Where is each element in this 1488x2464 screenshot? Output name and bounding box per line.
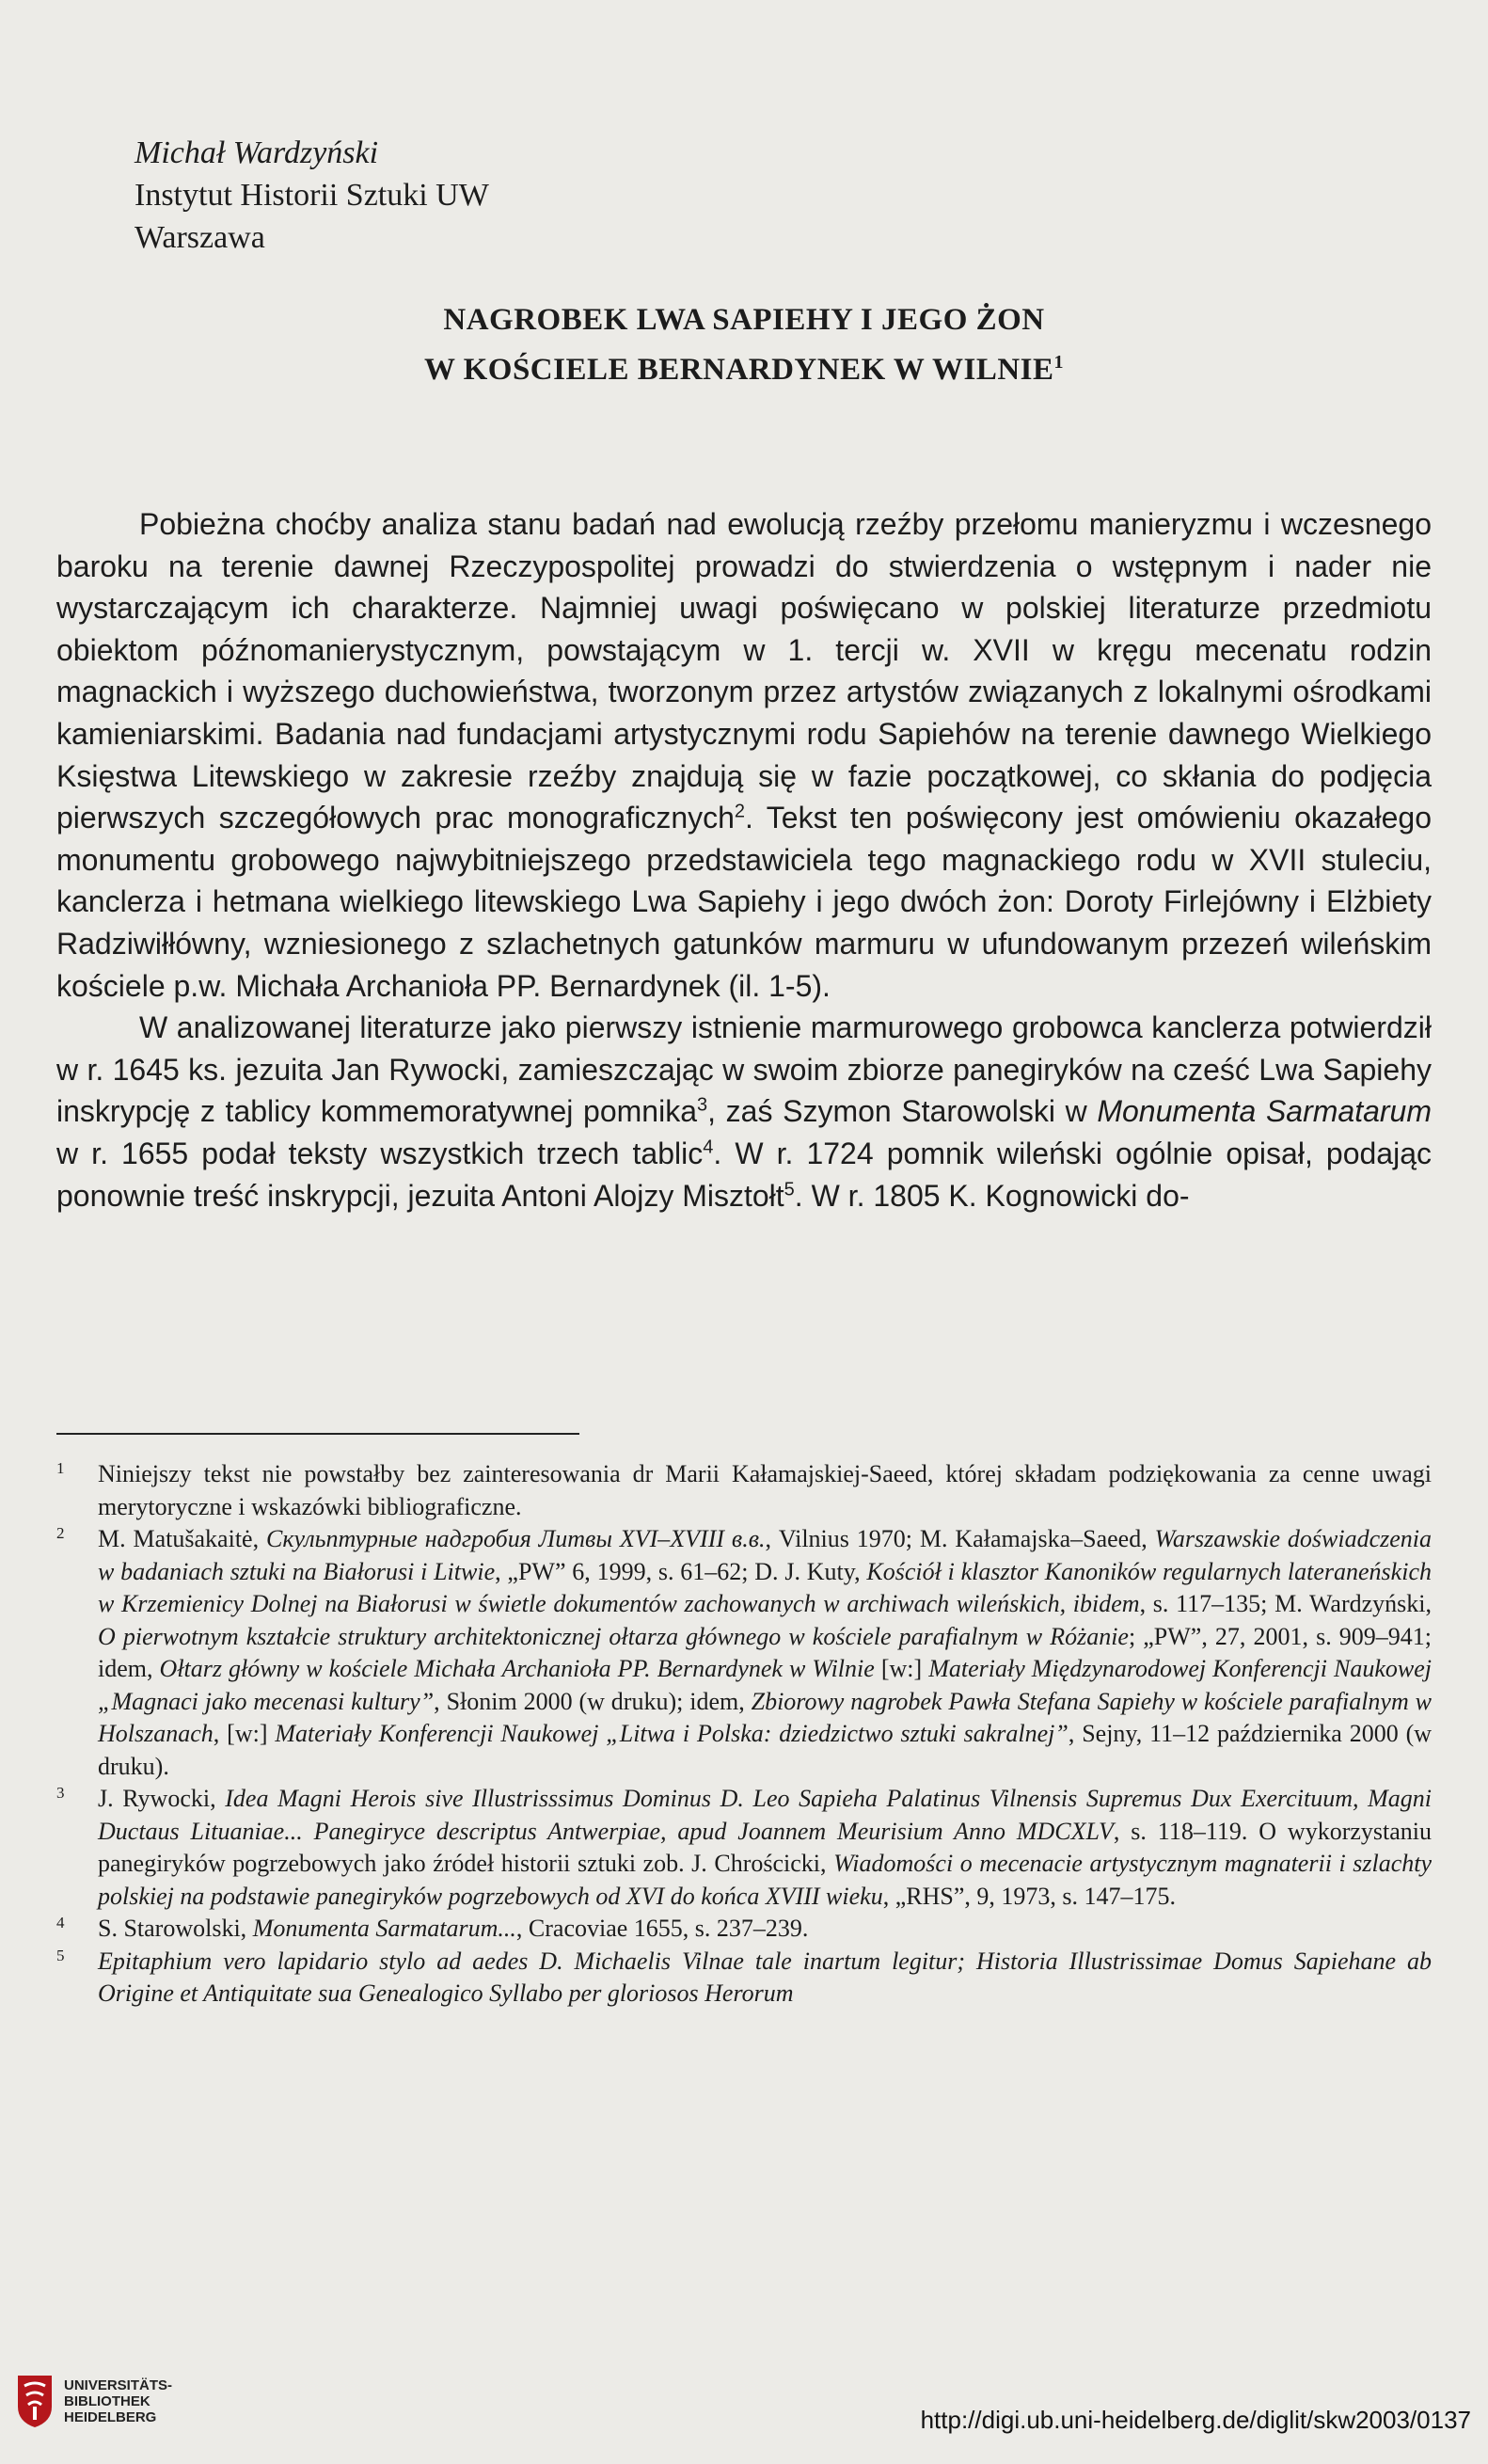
heidelberg-shield-icon: [15, 2373, 55, 2429]
footnote-text: , „PW” 6, 1999, s. 61–62; D. J. Kuty,: [495, 1557, 867, 1585]
paragraph-1: [56, 503, 1432, 1007]
footnote-text: , Vilnius 1970; M. Kałamajska–Saeed,: [765, 1525, 1155, 1552]
footnote-italic: Idea Magni Herois sive Illustrisssimus Dominus D. Leo Sapieha Palatinus Vilnensis Supremus Dux Exercituum, Magni Ductaus Lituaniae... Panegiryce descriptus Antwerpiae, apud Joannem Meurisium Anno MDCXLV: [98, 1785, 1432, 1845]
footnote-italic: O pierwotnym kształcie struktury architektonicznej ołtarza głównego w kościele parafialnym w Różanie: [98, 1622, 1129, 1650]
paragraph-2: [56, 1007, 1432, 1216]
footnote-ref-5: 5: [784, 1178, 795, 1200]
body-text: [56, 503, 1432, 1216]
footnote-1: [56, 1458, 1432, 1523]
footnote-3: [56, 1783, 1432, 1913]
title-line-2-text: W KOŚCIELE BERNARDYNEK W WILNIE: [423, 353, 1054, 387]
footnote-italic: Materiały Międzynarodowej Konferencji Naukowej „Magnaci jako mecenasi kultury”: [98, 1655, 1432, 1715]
footnote-text: ; „PW”, 27, 2001, s. 909–941; idem,: [98, 1622, 1432, 1682]
title-footnote-ref: 1: [1053, 352, 1065, 373]
footnote-number: 1: [56, 1459, 65, 1477]
permalink-url[interactable]: http://digi.ub.uni-heidelberg.de/diglit/skw2003/0137: [920, 2406, 1471, 2434]
library-name-line-2: BIBLIOTHEK: [64, 2392, 150, 2409]
footnote-text: , s. 118–119. O wykorzystaniu panegiryków pogrzebowych jako źródeł historii sztuki zob. J. Chrościcki,: [98, 1817, 1433, 1877]
library-name-line-3: HEIDELBERG: [64, 2408, 157, 2425]
p2-text-c: w r. 1655 podał teksty wszystkich trzech tablic: [56, 1136, 704, 1170]
footnote-italic: Wiadomości o mecenacie artystycznym magnaterii i szlachty polskiej na podstawie panegiryków pogrzebowych od XVI do końca XVIII wieku: [98, 1850, 1432, 1910]
library-logo[interactable]: [15, 2373, 172, 2429]
footnote-italic: Kościół i klasztor Kanoników regularnych lateraneńskich w Krzemienicy Dolnej na Białorusi w świetle dokumentów zachowanych w archiwach wileńskich, ibidem: [98, 1557, 1432, 1617]
footnote-divider: [56, 1433, 579, 1435]
author-city: Warszawa: [135, 220, 265, 255]
footnote-text: , Sejny, 11–12 października 2000 (w druku).: [98, 1720, 1433, 1780]
footnote-2: [56, 1523, 1432, 1783]
p2-text-d: . W r. 1724 pomnik wileński ogólnie opisał, podając ponownie treść inskrypcji, jezuita Antoni Alojzy Misztołt: [56, 1136, 1433, 1213]
footnotes: [56, 1458, 1432, 2011]
footnote-text: , „RHS”, 9, 1973, s. 147–175.: [882, 1882, 1176, 1910]
footnote-italic: Zbiorowy nagrobek Pawła Stefana Sapiehy w kościele parafialnym w Holszanach: [98, 1687, 1432, 1747]
footnote-ref-2: 2: [734, 801, 746, 822]
footnote-ref-4: 4: [703, 1137, 714, 1158]
p2-text-e: . W r. 1805 K. Kognowicki do-: [794, 1178, 1190, 1213]
footnote-text: , [w:]: [213, 1720, 276, 1747]
p2-text-a: W analizowanej literaturze jako pierwszy istnienie marmurowego grobowca kanclerza potwierdził w r. 1645 ks. jezuita Jan Rywocki, zamieszczając w swoim zbiorze panegiryków na cześć Lwa Sapiehy inskrypcję z tablicy kommemoratywnej pomnika: [56, 1010, 1432, 1129]
footnote-text: , Słonim 2000 (w druku); idem,: [434, 1687, 752, 1715]
footnote-italic: Materiały Konferencji Naukowej „Litwa i Polska: dziedzictwo sztuki sakralnej”: [275, 1720, 1069, 1747]
footnote-text: , s. 117–135; M. Wardzyński,: [1139, 1590, 1432, 1617]
footnote-italic: Ołtarz główny w kościele Michała Archanioła PP. Bernardynek w Wilnie: [159, 1655, 875, 1682]
footnote-5: [56, 1946, 1432, 2011]
footnote-4: [56, 1913, 1432, 1946]
p2-text-b: , zaś Szymon Starowolski w: [707, 1094, 1098, 1129]
p1-text-a: Pobieżna choćby analiza stanu badań nad ewolucją rzeźby przełomu manieryzmu i wczesnego baroku na terenie dawnej Rzeczypospolitej prowadzi do stwierdzenia o wstępnym i nader nie wystarczającym ich charakterze. Najmniej uwagi poświęcano w polskiej literaturze przedmiotu obiektom późnomanierystycznym, powstającym w 1. tercji w. XVII w kręgu mecenatu rodzin magnackich i wyższego duchowieństwa, tworzonym przez artystów związanych z lokalnymi ośrodkami kamieniarskimi. Badania nad fundacjami artystycznymi rodu Sapiehów na terenie dawnego Wielkiego Księstwa Litewskiego w zakresie rzeźby znajdują się w fazie początkowej, co skłania do podjęcia pierwszych szczegółowych prac monograficznych: [56, 507, 1432, 835]
library-name-line-1: UNIVERSITÄTS-: [64, 2377, 173, 2393]
title-line-1: NAGROBEK LWA SAPIEHY I JEGO ŻON: [443, 303, 1045, 337]
footnote-text: M. Matušakaitė,: [98, 1525, 266, 1552]
author-name: Michał Wardzyński: [135, 135, 379, 170]
footnote-ref-3: 3: [697, 1094, 708, 1116]
library-name: [64, 2377, 172, 2425]
footnote-italic: Скульптурные надгробия Литвы XVI–XVIII в.в.: [265, 1525, 766, 1552]
footnote-number: 3: [56, 1784, 65, 1802]
footnote-number: 5: [56, 1946, 65, 1964]
p2-italic-title: Monumenta Sarmatarum: [1097, 1094, 1432, 1129]
title-line-2: [56, 342, 1432, 391]
p1-text-b: . Tekst ten poświęcony jest omówieniu okazałego monumentu grobowego najwybitniejszego przedstawiciela tego magnackiego rodu w XVII stuleciu, kanclerza i hetmana wielkiego litewskiego Lwa Sapiehy i jego dwóch żon: Doroty Firlejówny i Elżbiety Radziwiłłówny, wzniesionego z szlachetnych gatunków marmuru w ufundowanym przezeń wileńskim kościele p.w. Michała Archanioła PP. Bernardynek (il. 1-5).: [56, 801, 1433, 1003]
footnote-text: , Cracoviae 1655, s. 237–239.: [515, 1915, 809, 1942]
footnote-italic: Epitaphium vero lapidario stylo ad aedes D. Michaelis Vilnae tale inartum legitur; Historia Illustrissimae Domus Sapiehane ab Origine et Antiquitate sua Genealogico Syllabo per gloriosos Herorum: [98, 1947, 1432, 2007]
footnote-number: 4: [56, 1914, 65, 1931]
footnote-italic: Monumenta Sarmatarum...: [252, 1915, 516, 1942]
footnote-text: [w:]: [874, 1655, 929, 1682]
author-block: [135, 132, 489, 259]
footnote-number: 2: [56, 1524, 65, 1542]
footnote-text: Niniejszy tekst nie powstałby bez zainteresowania dr Marii Kałamajskiej-Saeed, której składam podziękowania za cenne uwagi merytoryczne i wskazówki bibliograficzne.: [98, 1460, 1432, 1520]
author-institution: Instytut Historii Sztuki UW: [135, 178, 489, 213]
footnote-text: J. Rywocki,: [98, 1785, 226, 1812]
footnote-italic: Warszawskie doświadczenia w badaniach sztuki na Białorusi i Litwie: [98, 1525, 1432, 1585]
footnote-text: S. Starowolski,: [98, 1915, 253, 1942]
article-title: [56, 299, 1432, 391]
